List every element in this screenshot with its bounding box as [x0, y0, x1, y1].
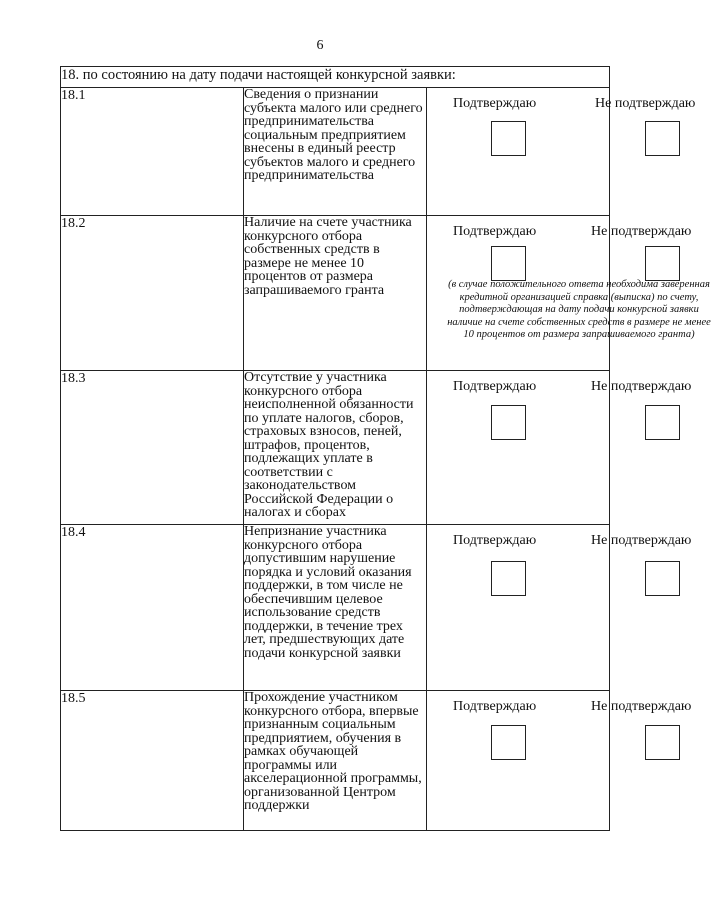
deny-checkbox[interactable]	[645, 561, 680, 596]
deny-checkbox[interactable]	[645, 725, 680, 760]
confirm-checkbox[interactable]	[491, 725, 526, 760]
table-row	[61, 691, 610, 831]
row-number: 18.2	[61, 216, 244, 371]
page-number: 6	[316, 38, 324, 53]
table-row	[61, 216, 610, 371]
table-row	[61, 88, 610, 216]
deny-label: Не подтверждаю	[591, 379, 692, 394]
row-options	[427, 691, 692, 831]
row-number: 18.5	[61, 691, 244, 831]
row-options	[427, 88, 696, 216]
confirmation-table	[60, 66, 711, 831]
row-number: 18.3	[61, 371, 244, 525]
row-description: Прохождение участником конкурсного отбора, впервые признанным социальным предприятием, обучения в рамках обучающей программы или акселерационной программы, организованной Центром поддержки	[244, 691, 427, 831]
row-options	[427, 216, 711, 371]
row-description: Наличие на счете участника конкурсного отбора собственных средств в размере не менее 10 процентов от размера запрашиваемого гранта	[244, 216, 427, 371]
note-text: (в случае положительного ответа необходима заверенная кредитной организацией справка (выписка) по счету, подтверждающая на дату подачи конкурсной заявки наличие на счете собственных средств в размере не менее 10 процентов от размера запрашиваемого гранта)	[447, 279, 711, 340]
deny-checkbox[interactable]	[645, 121, 680, 156]
confirm-label: Подтверждаю	[453, 699, 537, 714]
row-description: Отсутствие у участника конкурсного отбора неисполненной обязанности по уплате налогов, сборов, страховых взносов, пеней, штрафов, процентов, подлежащих уплате в соответствии с законодательством Российской Федерации о налогах и сборах	[244, 371, 427, 525]
row-description: Непризнание участника конкурсного отбора допустившим нарушение порядка и условий оказания поддержки, в том числе не обеспечившим целевое использование средств поддержки, в течение трех лет, предшествующих дате подачи конкурсной заявки	[244, 525, 427, 691]
deny-checkbox[interactable]	[645, 246, 680, 281]
row-options	[427, 371, 692, 525]
row-options	[427, 525, 692, 691]
confirm-checkbox[interactable]	[491, 561, 526, 596]
table-header-row	[61, 67, 610, 88]
row-number: 18.4	[61, 525, 244, 691]
section-header: 18. по состоянию на дату подачи настоящей конкурсной заявки:	[61, 67, 610, 88]
row-number: 18.1	[61, 88, 244, 216]
confirm-label: Подтверждаю	[453, 379, 537, 394]
deny-label: Не подтверждаю	[591, 699, 692, 714]
table-row	[61, 525, 610, 691]
row-description: Сведения о признании субъекта малого или среднего предпринимательства социальным предприятием внесены в единый реестр субъектов малого и среднего предпринимательства	[244, 88, 427, 216]
deny-label: Не подтверждаю	[595, 96, 696, 111]
table-row	[61, 371, 610, 525]
confirm-label: Подтверждаю	[453, 96, 537, 111]
confirm-label: Подтверждаю	[453, 224, 537, 239]
deny-label: Не подтверждаю	[591, 224, 692, 239]
confirm-checkbox[interactable]	[491, 405, 526, 440]
confirm-checkbox[interactable]	[491, 246, 526, 281]
deny-checkbox[interactable]	[645, 405, 680, 440]
deny-label: Не подтверждаю	[591, 533, 692, 548]
confirm-label: Подтверждаю	[453, 533, 537, 548]
confirm-checkbox[interactable]	[491, 121, 526, 156]
